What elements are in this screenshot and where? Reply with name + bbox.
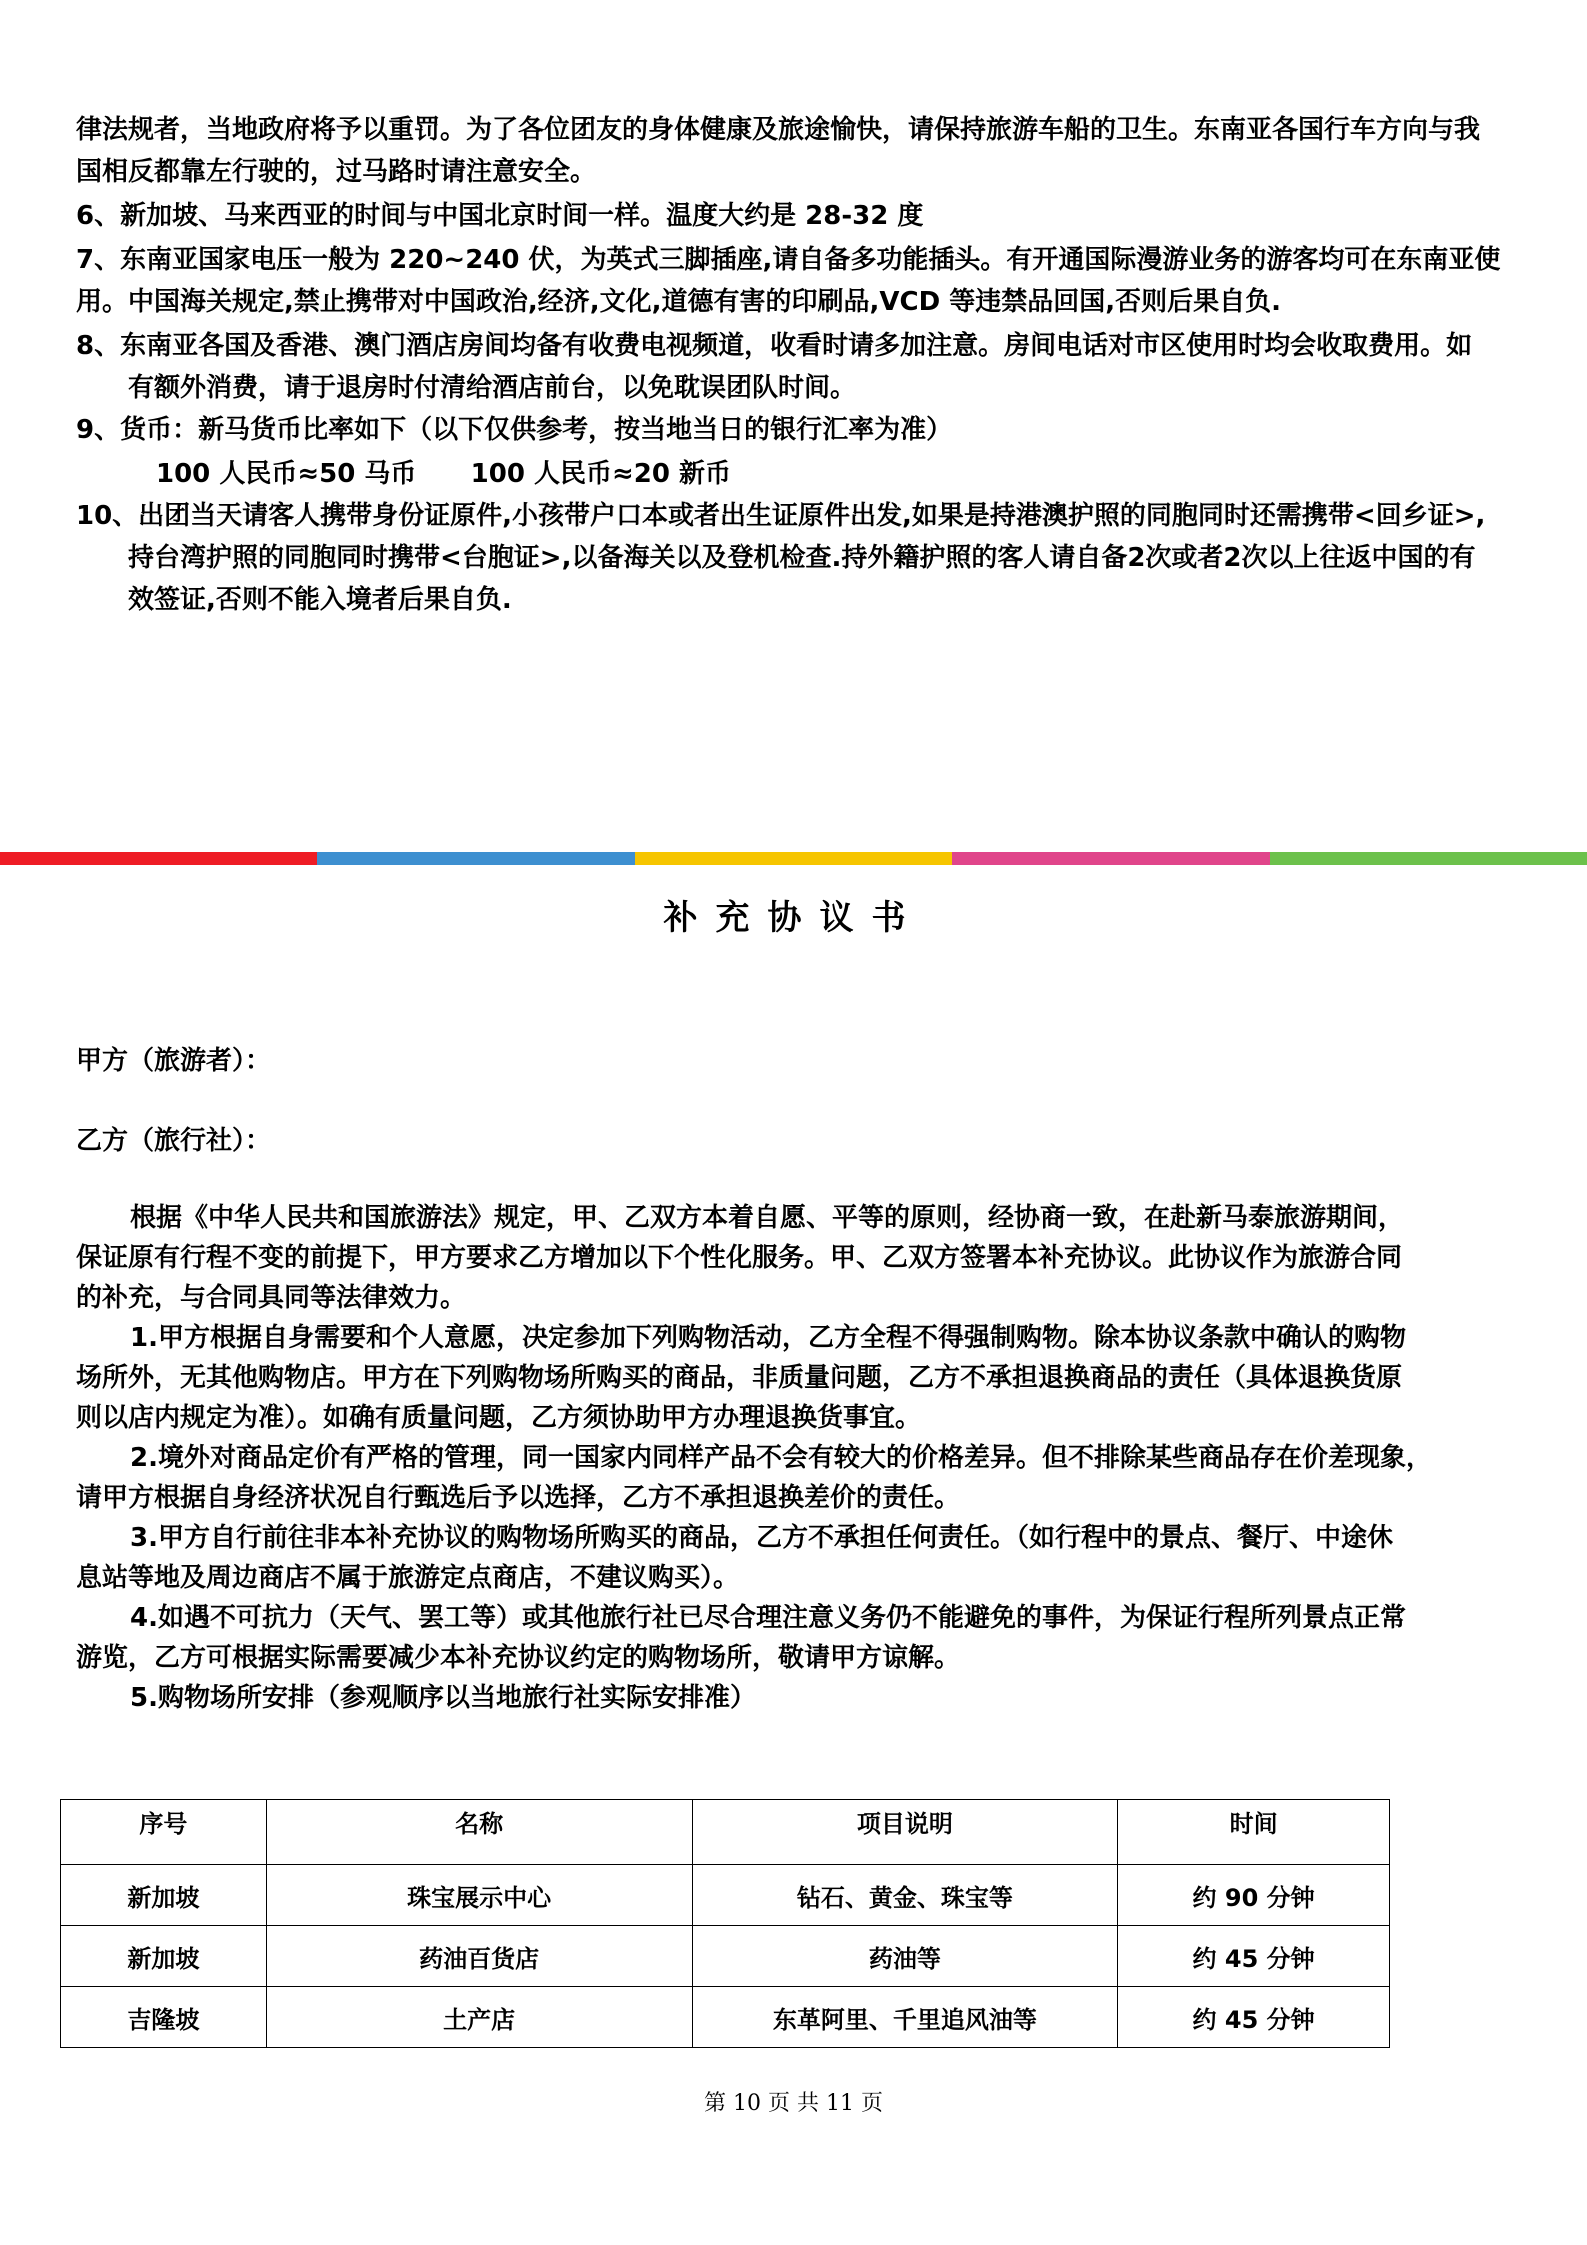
shopping-table xyxy=(60,1799,1390,2048)
text-line: 律法规者，当地政府将予以重罚。为了各位团友的身体健康及旅途愉快，请保持旅游车船的卫生。东南亚各国行车方向与我 xyxy=(76,115,1481,145)
color-divider-bar xyxy=(0,852,1587,865)
page-title: 补充协议书 xyxy=(663,898,924,938)
color-segment xyxy=(0,852,317,865)
table-row xyxy=(61,1987,1390,2048)
body-line: 游览，乙方可根据实际需要减少本补充协议约定的购物场所，敬请甲方谅解。 xyxy=(76,1643,961,1673)
color-segment xyxy=(635,852,952,865)
table-cell: 约 90 分钟 xyxy=(1118,1865,1390,1926)
text-line: 用。中国海关规定,禁止携带对中国政治,经济,文化,道德有害的印刷品,VCD 等违禁品回国,否则后果自负. xyxy=(76,287,1281,317)
body-line: 则以店内规定为准）。如确有质量问题，乙方须协助甲方办理退换货事宜。 xyxy=(76,1403,922,1433)
table-header-cell: 名称 xyxy=(266,1800,692,1865)
table-cell: 新加坡 xyxy=(61,1926,267,1987)
table-row xyxy=(61,1926,1390,1987)
color-segment xyxy=(952,852,1269,865)
text-line: 有额外消费，请于退房时付清给酒店前台，以免耽误团队时间。 xyxy=(128,373,857,403)
text-line: 6、新加坡、马来西亚的时间与中国北京时间一样。温度大约是 28-32 度 xyxy=(76,201,924,231)
table-cell: 约 45 分钟 xyxy=(1118,1987,1390,2048)
body-line: 根据《中华人民共和国旅游法》规定，甲、乙双方本着自愿、平等的原则，经协商一致，在赴新马泰旅游期间， xyxy=(130,1203,1405,1233)
body-line: 4.如遇不可抗力（天气、罢工等）或其他旅行社已尽合理注意义务仍不能避免的事件，为保证行程所列景点正常 xyxy=(130,1603,1406,1633)
text-line: 100 人民币≈50 马币 100 人民币≈20 新币 xyxy=(156,459,731,489)
body-line: 保证原有行程不变的前提下，甲方要求乙方增加以下个性化服务。甲、乙双方签署本补充协议。此协议作为旅游合同 xyxy=(76,1243,1403,1273)
table-row xyxy=(61,1865,1390,1926)
text-line: 持台湾护照的同胞同时携带<台胞证>,以备海关以及登机检查.持外籍护照的客人请自备2次或者2次以上往返中国的有 xyxy=(128,543,1476,573)
table-cell: 药油等 xyxy=(692,1926,1118,1987)
body-line: 5.购物场所安排（参观顺序以当地旅行社实际安排准） xyxy=(130,1683,756,1713)
party-a-label: 甲方（旅游者）： xyxy=(76,1046,272,1076)
table-cell: 土产店 xyxy=(266,1987,692,2048)
table-cell: 吉隆坡 xyxy=(61,1987,267,2048)
table-header-row xyxy=(61,1800,1390,1865)
text-line: 国相反都靠左行驶的，过马路时请注意安全。 xyxy=(76,157,597,187)
body-line: 2.境外对商品定价有严格的管理，同一国家内同样产品不会有较大的价格差异。但不排除某些商品存在价差现象， xyxy=(130,1443,1432,1473)
table-cell: 珠宝展示中心 xyxy=(266,1865,692,1926)
text-line: 10、出团当天请客人携带身份证原件,小孩带户口本或者出生证原件出发,如果是持港澳护照的同胞同时还需携带<回乡证>, xyxy=(76,501,1486,531)
text-line: 9、货币：新马货币比率如下（以下仅供参考，按当地当日的银行汇率为准） xyxy=(76,415,953,445)
table-cell: 钻石、黄金、珠宝等 xyxy=(692,1865,1118,1926)
table-cell: 约 45 分钟 xyxy=(1118,1926,1390,1987)
color-segment xyxy=(1270,852,1587,865)
party-b-label: 乙方（旅行社）： xyxy=(76,1126,272,1156)
body-line: 1.甲方根据自身需要和个人意愿，决定参加下列购物活动，乙方全程不得强制购物。除本协议条款中确认的购物 xyxy=(130,1323,1406,1353)
table-header-cell: 序号 xyxy=(61,1800,267,1865)
table-cell: 新加坡 xyxy=(61,1865,267,1926)
table-cell: 东革阿里、千里追风油等 xyxy=(692,1987,1118,2048)
body-line: 请甲方根据自身经济状况自行甄选后予以选择，乙方不承担退换差价的责任。 xyxy=(76,1483,961,1513)
table-header-cell: 项目说明 xyxy=(692,1800,1118,1865)
text-line: 8、东南亚各国及香港、澳门酒店房间均备有收费电视频道，收看时请多加注意。房间电话对市区使用时均会收取费用。如 xyxy=(76,331,1473,361)
body-line: 3.甲方自行前往非本补充协议的购物场所购买的商品，乙方不承担任何责任。（如行程中的景点、餐厅、中途休 xyxy=(130,1523,1393,1553)
body-line: 场所外，无其他购物店。甲方在下列购物场所购买的商品，非质量问题，乙方不承担退换商品的责任（具体退换货原 xyxy=(76,1363,1403,1393)
body-line: 息站等地及周边商店不属于旅游定点商店，不建议购买）。 xyxy=(76,1563,740,1593)
table-cell: 药油百货店 xyxy=(266,1926,692,1987)
table-header-cell: 时间 xyxy=(1118,1800,1390,1865)
text-line: 7、东南亚国家电压一般为 220~240 伏，为英式三脚插座,请自备多功能插头。有开通国际漫游业务的游客均可在东南亚使 xyxy=(76,245,1501,275)
page-footer: 第 10 页 共 11 页 xyxy=(704,2091,883,2116)
body-line: 的补充，与合同具同等法律效力。 xyxy=(76,1283,467,1313)
color-segment xyxy=(317,852,634,865)
text-line: 效签证,否则不能入境者后果自负. xyxy=(128,585,512,615)
